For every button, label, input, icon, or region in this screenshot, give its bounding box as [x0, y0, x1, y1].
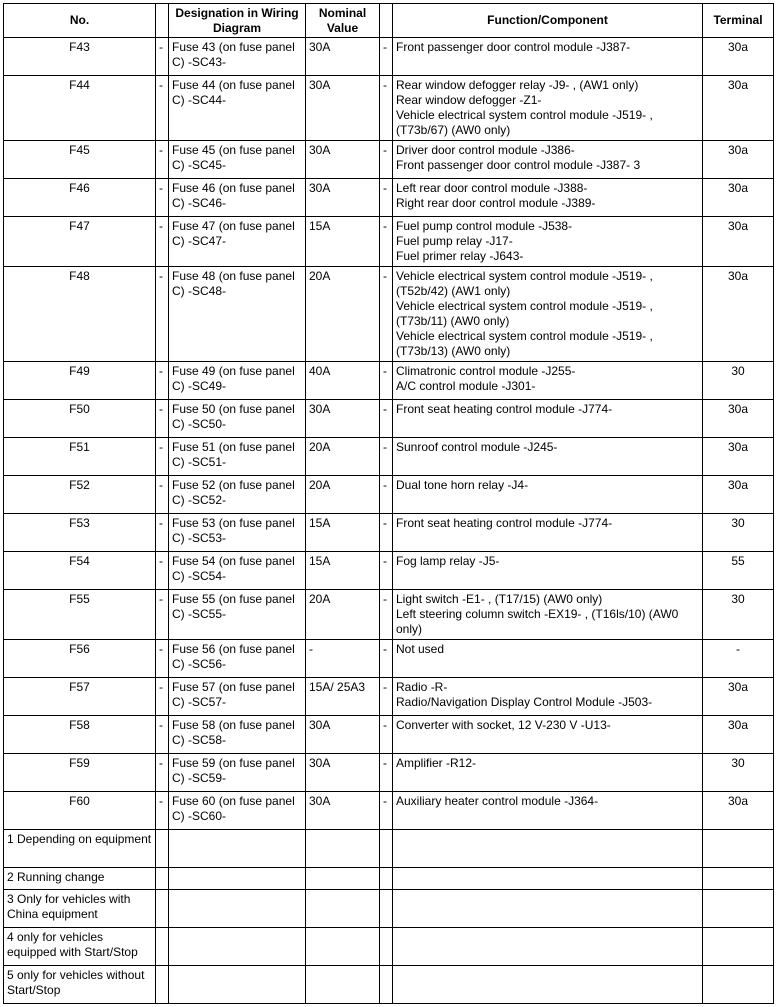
function-component [393, 76, 703, 141]
header-spacer-2 [380, 4, 393, 38]
fuse-designation: Fuse 49 (on fuse panel C) -SC49- [169, 362, 306, 400]
fuse-number: F60 [4, 792, 156, 830]
fuse-number: F47 [4, 217, 156, 267]
empty-cell [169, 868, 306, 890]
dash-marker: - [380, 640, 393, 678]
dash-marker: - [156, 267, 169, 362]
dash-marker: - [156, 792, 169, 830]
header-nominal-value: Nominal Value [306, 4, 380, 38]
empty-cell [380, 928, 393, 966]
function-line: Left steering column switch -EX19- , (T16ls/10) (AW0 only) [396, 607, 682, 636]
terminal-value: - [703, 640, 774, 678]
function-line: Amplifier -R12- [396, 756, 477, 770]
function-component [393, 217, 703, 267]
function-line: Converter with socket, 12 V-230 V -U13- [396, 718, 611, 732]
terminal-value: 30a [703, 38, 774, 76]
nominal-value: - [306, 640, 380, 678]
terminal-value: 30a [703, 792, 774, 830]
function-line: Front seat heating control module -J774- [396, 516, 613, 530]
empty-cell [703, 890, 774, 928]
fuse-designation: Fuse 50 (on fuse panel C) -SC50- [169, 400, 306, 438]
empty-cell [306, 868, 380, 890]
header-row [4, 4, 774, 38]
footnote-row [4, 890, 774, 928]
fuse-designation: Fuse 53 (on fuse panel C) -SC53- [169, 514, 306, 552]
table-row [4, 362, 774, 400]
function-line: Climatronic control module -J255- [396, 364, 576, 378]
footnote-text: 2 Running change [4, 868, 156, 890]
nominal-value: 30A [306, 76, 380, 141]
table-row [4, 640, 774, 678]
empty-cell [380, 966, 393, 1004]
fuse-table [3, 3, 774, 1004]
nominal-value: 30A [306, 141, 380, 179]
fuse-designation: Fuse 45 (on fuse panel C) -SC45- [169, 141, 306, 179]
header-spacer-1 [156, 4, 169, 38]
terminal-value: 30a [703, 141, 774, 179]
empty-cell [156, 966, 169, 1004]
dash-marker: - [380, 438, 393, 476]
function-line: Fuel primer relay -J643- [396, 249, 524, 263]
fuse-number: F46 [4, 179, 156, 217]
function-component [393, 267, 703, 362]
fuse-designation: Fuse 44 (on fuse panel C) -SC44- [169, 76, 306, 141]
table-row [4, 179, 774, 217]
table-row [4, 141, 774, 179]
nominal-value: 20A [306, 590, 380, 640]
fuse-designation: Fuse 46 (on fuse panel C) -SC46- [169, 179, 306, 217]
dash-marker: - [380, 476, 393, 514]
table-row [4, 438, 774, 476]
footnote-row [4, 830, 774, 868]
header-designation: Designation in Wiring Diagram [169, 4, 306, 38]
fuse-designation: Fuse 58 (on fuse panel C) -SC58- [169, 716, 306, 754]
dash-marker: - [380, 514, 393, 552]
footnote-text: 4 only for vehicles equipped with Start/Stop [4, 928, 156, 966]
empty-cell [306, 928, 380, 966]
fuse-table-body [4, 38, 774, 830]
function-component [393, 552, 703, 590]
dash-marker: - [380, 141, 393, 179]
function-component [393, 640, 703, 678]
fuse-number: F53 [4, 514, 156, 552]
fuse-number: F48 [4, 267, 156, 362]
nominal-value: 30A [306, 38, 380, 76]
table-row [4, 552, 774, 590]
fuse-designation: Fuse 52 (on fuse panel C) -SC52- [169, 476, 306, 514]
terminal-value: 30 [703, 362, 774, 400]
nominal-value: 30A [306, 716, 380, 754]
fuse-number: F55 [4, 590, 156, 640]
fuse-designation: Fuse 60 (on fuse panel C) -SC60- [169, 792, 306, 830]
terminal-value: 30a [703, 678, 774, 716]
fuse-number: F43 [4, 38, 156, 76]
dash-marker: - [156, 716, 169, 754]
dash-marker: - [156, 400, 169, 438]
fuse-designation: Fuse 54 (on fuse panel C) -SC54- [169, 552, 306, 590]
function-component [393, 716, 703, 754]
dash-marker: - [156, 754, 169, 792]
function-component [393, 590, 703, 640]
dash-marker: - [380, 217, 393, 267]
footnote-body [4, 830, 774, 1004]
function-line: Rear window defogger -Z1- [396, 93, 542, 107]
empty-cell [306, 890, 380, 928]
dash-marker: - [156, 552, 169, 590]
table-row [4, 476, 774, 514]
fuse-designation: Fuse 43 (on fuse panel C) -SC43- [169, 38, 306, 76]
function-line: Rear window defogger relay -J9- , (AW1 only) [396, 78, 639, 92]
nominal-value: 20A [306, 476, 380, 514]
empty-cell [156, 928, 169, 966]
dash-marker: - [156, 476, 169, 514]
function-line: Fuel pump relay -J17- [396, 234, 513, 248]
fuse-number: F45 [4, 141, 156, 179]
terminal-value: 30 [703, 754, 774, 792]
function-line: A/C control module -J301- [396, 379, 536, 393]
empty-cell [393, 928, 703, 966]
table-row [4, 590, 774, 640]
terminal-value: 30a [703, 476, 774, 514]
function-component [393, 179, 703, 217]
dash-marker: - [380, 267, 393, 362]
empty-cell [393, 966, 703, 1004]
terminal-value: 30a [703, 400, 774, 438]
footnote-row [4, 868, 774, 890]
function-component [393, 678, 703, 716]
nominal-value: 30A [306, 400, 380, 438]
empty-cell [169, 966, 306, 1004]
fuse-number: F52 [4, 476, 156, 514]
function-component [393, 400, 703, 438]
empty-cell [156, 868, 169, 890]
dash-marker: - [156, 640, 169, 678]
table-row [4, 792, 774, 830]
terminal-value: 30a [703, 267, 774, 362]
fuse-number: F50 [4, 400, 156, 438]
dash-marker: - [156, 590, 169, 640]
empty-cell [169, 928, 306, 966]
header-no: No. [4, 4, 156, 38]
dash-marker: - [380, 38, 393, 76]
table-row [4, 400, 774, 438]
nominal-value: 30A [306, 792, 380, 830]
dash-marker: - [156, 438, 169, 476]
nominal-value: 20A [306, 438, 380, 476]
fuse-designation: Fuse 48 (on fuse panel C) -SC48- [169, 267, 306, 362]
empty-cell [306, 966, 380, 1004]
header-function-component: Function/Component [393, 4, 703, 38]
function-line: Driver door control module -J386- [396, 143, 575, 157]
dash-marker: - [380, 792, 393, 830]
table-row [4, 76, 774, 141]
fuse-designation: Fuse 57 (on fuse panel C) -SC57- [169, 678, 306, 716]
function-line: Front passenger door control module -J387- [396, 40, 631, 54]
dash-marker: - [156, 217, 169, 267]
nominal-value: 15A [306, 514, 380, 552]
nominal-value: 15A [306, 217, 380, 267]
function-line: Front passenger door control module -J387- 3 [396, 158, 641, 172]
footnote-text: 1 Depending on equipment [4, 830, 156, 868]
function-component [393, 362, 703, 400]
function-line: Vehicle electrical system control module -J519- , (T52b/42) (AW1 only) [396, 269, 657, 298]
fuse-designation: Fuse 51 (on fuse panel C) -SC51- [169, 438, 306, 476]
fuse-number: F44 [4, 76, 156, 141]
empty-cell [393, 868, 703, 890]
function-line: Left rear door control module -J388- [396, 181, 588, 195]
fuse-designation: Fuse 47 (on fuse panel C) -SC47- [169, 217, 306, 267]
empty-cell [380, 868, 393, 890]
function-line: Light switch -E1- , (T17/15) (AW0 only) [396, 592, 603, 606]
function-line: Vehicle electrical system control module -J519- , (T73b/13) (AW0 only) [396, 329, 657, 358]
fuse-number: F51 [4, 438, 156, 476]
terminal-value: 55 [703, 552, 774, 590]
footnote-text: 5 only for vehicles without Start/Stop [4, 966, 156, 1004]
footnote-row [4, 928, 774, 966]
dash-marker: - [380, 754, 393, 792]
table-row [4, 267, 774, 362]
nominal-value: 30A [306, 179, 380, 217]
empty-cell [703, 966, 774, 1004]
terminal-value: 30a [703, 217, 774, 267]
function-line: Vehicle electrical system control module -J519- , (T73b/67) (AW0 only) [396, 108, 657, 137]
terminal-value: 30 [703, 514, 774, 552]
fuse-number: F59 [4, 754, 156, 792]
nominal-value: 40A [306, 362, 380, 400]
function-component [393, 476, 703, 514]
empty-cell [703, 928, 774, 966]
function-line: Fog lamp relay -J5- [396, 554, 500, 568]
function-component [393, 38, 703, 76]
dash-marker: - [380, 590, 393, 640]
empty-cell [306, 830, 380, 868]
terminal-value: 30a [703, 76, 774, 141]
dash-marker: - [156, 141, 169, 179]
fuse-number: F58 [4, 716, 156, 754]
function-line: Radio -R- [396, 680, 448, 694]
nominal-value: 20A [306, 267, 380, 362]
nominal-value: 15A [306, 552, 380, 590]
table-row [4, 754, 774, 792]
function-line: Fuel pump control module -J538- [396, 219, 573, 233]
dash-marker: - [156, 179, 169, 217]
function-line: Front seat heating control module -J774- [396, 402, 613, 416]
function-component [393, 438, 703, 476]
fuse-designation: Fuse 59 (on fuse panel C) -SC59- [169, 754, 306, 792]
fuse-designation: Fuse 56 (on fuse panel C) -SC56- [169, 640, 306, 678]
footnote-text: 3 Only for vehicles with China equipment [4, 890, 156, 928]
terminal-value: 30 [703, 590, 774, 640]
table-row [4, 678, 774, 716]
function-component [393, 514, 703, 552]
empty-cell [393, 890, 703, 928]
nominal-value: 30A [306, 754, 380, 792]
empty-cell [703, 868, 774, 890]
empty-cell [169, 830, 306, 868]
header-terminal: Terminal [703, 4, 774, 38]
fuse-number: F56 [4, 640, 156, 678]
dash-marker: - [380, 179, 393, 217]
empty-cell [156, 830, 169, 868]
dash-marker: - [380, 76, 393, 141]
empty-cell [169, 890, 306, 928]
terminal-value: 30a [703, 179, 774, 217]
dash-marker: - [380, 678, 393, 716]
function-component [393, 754, 703, 792]
dash-marker: - [156, 514, 169, 552]
table-row [4, 217, 774, 267]
fuse-number: F54 [4, 552, 156, 590]
terminal-value: 30a [703, 716, 774, 754]
nominal-value: 15A/ 25A3 [306, 678, 380, 716]
empty-cell [393, 830, 703, 868]
dash-marker: - [156, 362, 169, 400]
function-line: Dual tone horn relay -J4- [396, 478, 529, 492]
table-row [4, 38, 774, 76]
table-row [4, 514, 774, 552]
function-line: Auxiliary heater control module -J364- [396, 794, 599, 808]
dash-marker: - [156, 678, 169, 716]
table-row [4, 716, 774, 754]
dash-marker: - [380, 362, 393, 400]
function-line: Radio/Navigation Display Control Module -J503- [396, 695, 653, 709]
empty-cell [380, 890, 393, 928]
fuse-designation: Fuse 55 (on fuse panel C) -SC55- [169, 590, 306, 640]
function-component [393, 792, 703, 830]
fuse-number: F49 [4, 362, 156, 400]
empty-cell [156, 890, 169, 928]
footnote-row [4, 966, 774, 1004]
dash-marker: - [380, 716, 393, 754]
function-line: Vehicle electrical system control module -J519- , (T73b/11) (AW0 only) [396, 299, 657, 328]
empty-cell [703, 830, 774, 868]
terminal-value: 30a [703, 438, 774, 476]
function-component [393, 141, 703, 179]
dash-marker: - [156, 76, 169, 141]
function-line: Sunroof control module -J245- [396, 440, 558, 454]
fuse-number: F57 [4, 678, 156, 716]
dash-marker: - [156, 38, 169, 76]
dash-marker: - [380, 552, 393, 590]
function-line: Right rear door control module -J389- [396, 196, 596, 210]
function-line: Not used [396, 642, 445, 656]
dash-marker: - [380, 400, 393, 438]
empty-cell [380, 830, 393, 868]
